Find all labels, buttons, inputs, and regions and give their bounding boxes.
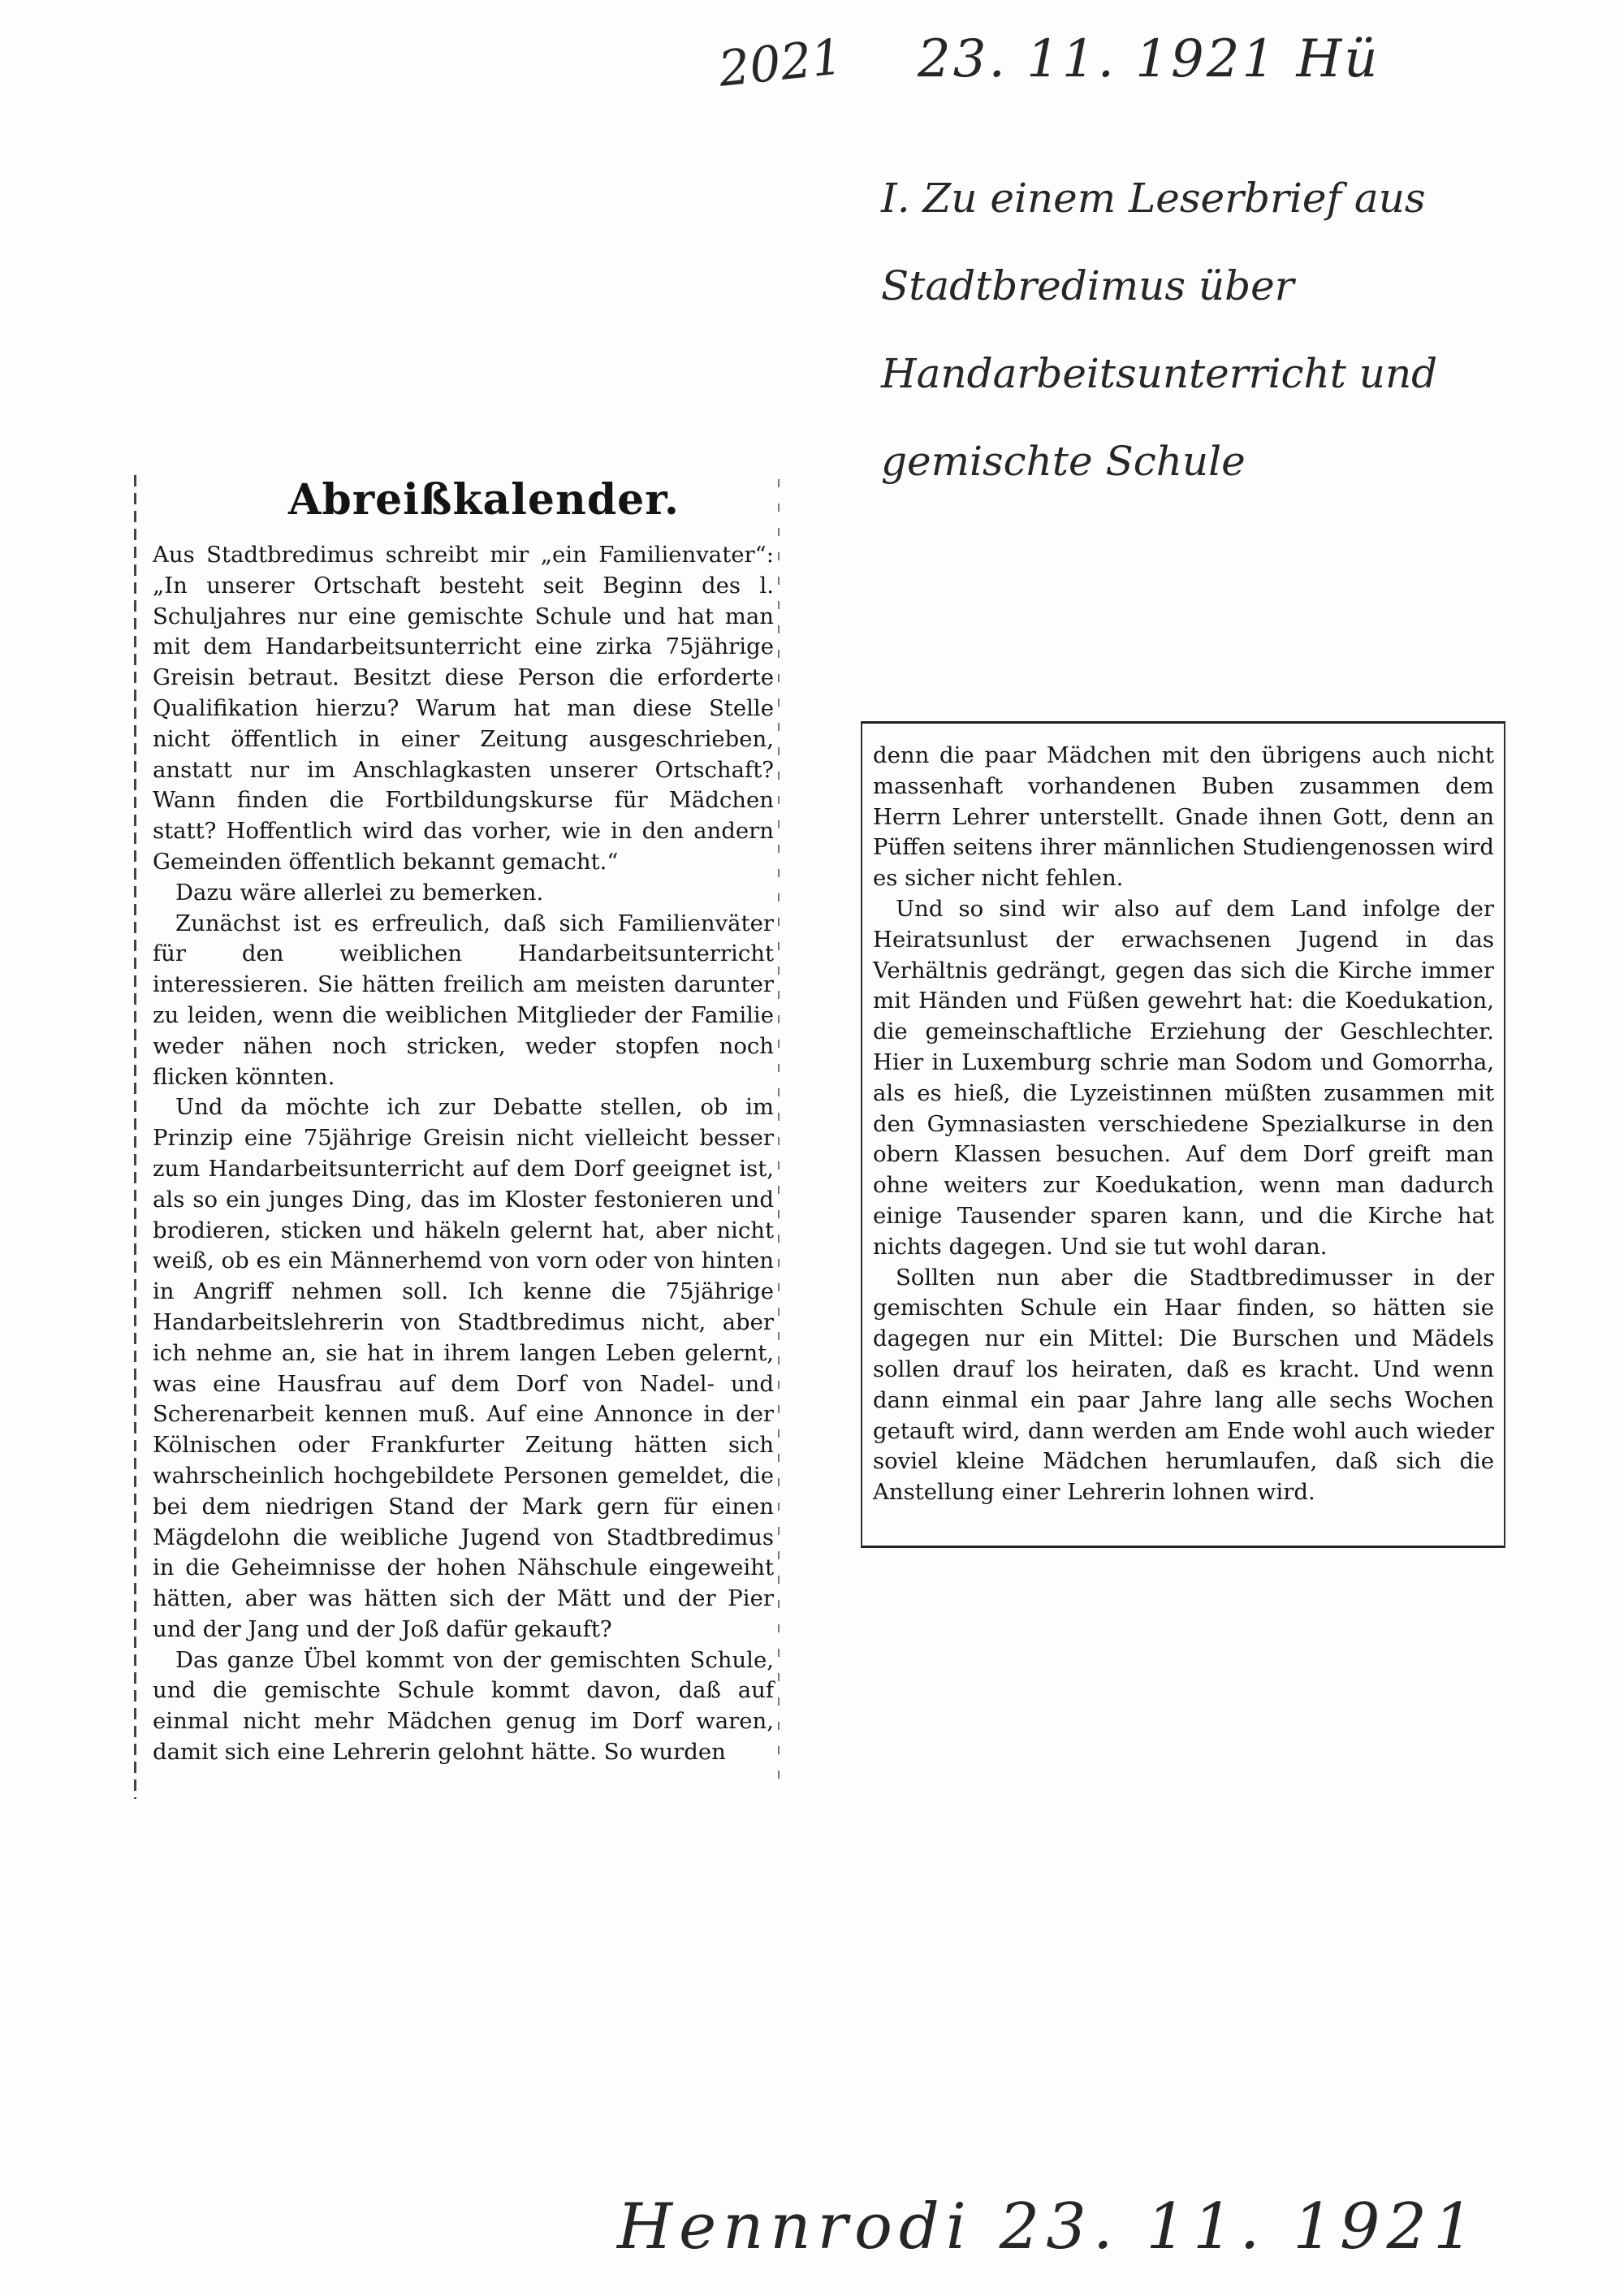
handwritten-date-top: 23. 11. 1921 Hü [918, 29, 1380, 89]
paragraph-left-3: Zunächst ist es erfreulich, daß sich Familienväter für den weiblichen Handarbeitsunterricht interessieren. Sie hätten freilich am meisten darunter zu leiden, wenn die weiblichen Mitglieder der Familie weder nähen noch stricken, weder stopfen noch flicken könnten. [153, 910, 774, 1090]
paragraph-left-5: Das ganze Übel kommt von der gemischten Schule, und die gemischte Schule kommt davon, daß auf einmal nicht mehr Mädchen genug im Dorf waren, damit sich eine Lehrerin gelohnt hätte. So wurden [153, 1646, 774, 1766]
paragraph-left-1: Aus Stadtbredimus schreibt mir „ein Familienvater“: „In unserer Ortschaft besteht seit Beginn des l. Schuljahres nur eine gemischte Schule und hat man mit dem Handarbeitsunterricht eine zirka 75jährige Greisin betraut. Besitzt diese Person die erforderte Qualifikation hierzu? Warum hat man diese Stelle nicht öffentlich in einer Zeitung ausgeschrieben, anstatt nur im Anschlagkasten unserer Ortschaft? Wann finden die Fortbildungskurse für Mädchen statt? Hoffentlich wird das vorher, wie in den andern Gemeinden öffentlich bekannt gemacht.“ [153, 542, 774, 875]
paragraph-right-1: denn die paar Mädchen mit den übrigens auch nicht massenhaft vorhandenen Buben zusammen dem Herrn Lehrer unterstellt. Gnade ihnen Gott, denn an Püffen seitens ihrer männlichen Studiengenossen wird es sicher nicht fehlen. [873, 742, 1494, 892]
left-column-rule [134, 475, 136, 1799]
right-column [873, 741, 1494, 1508]
paragraph-right-2: Und so sind wir also auf dem Land infolge der Heiratsunlust der erwachsenen Jugend in das Verhältnis gedrängt, gegen das sich die Kirche immer mit Händen und Füßen gewehrt hat: die Koedukation, die gemeinschaftliche Erziehung der Geschlechter. Hier in Luxemburg schrie man Sodom und Gomorrha, als es hieß, die Lyzeistinnen müßten zusammen mit den Gymnasiasten verschiedene Spezialkurse in den obern Klassen besuchen. Auf dem Dorf greift man ohne weiters zur Koedukation, wenn man dadurch einige Tausender sparen kann, und die Kirche hat nichts dagegen. Und sie tut wohl daran. [873, 895, 1494, 1260]
paragraph-right-3: Sollten nun aber die Stadtbredimusser in der gemischten Schule ein Haar finden, so hätten sie dagegen nur ein Mittel: Die Burschen und Mädels sollen drauf los heiraten, daß es kracht. Und wenn dann einmal ein paar Jahre lang alle sechs Wochen getauft wird, dann werden am Ende wohl auch wieder soviel kleine Mädchen herumlaufen, daß sich die Anstellung einer Lehrerin lohnen wird. [873, 1264, 1494, 1506]
left-column [153, 540, 774, 1768]
article-title: Abreißkalender. [288, 475, 680, 525]
paragraph-left-4: Und da möchte ich zur Debatte stellen, ob im Prinzip eine 75jährige Greisin nicht vielleicht besser zum Handarbeitsunterricht auf dem Dorf geeignet ist, als so ein junges Ding, das im Kloster festonieren und brodieren, sticken und häkeln gelernt hat, aber nicht weiß, ob es ein Männerhemd von vorn oder von hinten in Angriff nehmen soll. Ich kenne die 75jährige Handarbeitslehrerin von Stadtbredimus nicht, aber ich nehme an, sie hat in ihrem langen Leben gelernt, was eine Hausfrau auf dem Dorf von Nadel- und Scherenarbeit kennen muß. Auf eine Annonce in der Kölnischen oder Frankfurter Zeitung hätten sich wahrscheinlich hochgebildete Personen gemeldet, die bei dem niedrigen Stand der Mark gern für einen Mägdelohn die weibliche Jugend von Stadtbredimus in die Geheimnisse der hohen Nähschule eingeweiht hätten, aber was hätten sich der Mätt und der Pier und der Jang und der Joß dafür gekauft? [153, 1094, 774, 1642]
handwritten-note: I. Zu einem Leserbrief aus Stadtbredimus über Handarbeitsunterricht und gemischte Schule [881, 175, 1438, 485]
paragraph-left-2: Dazu wäre allerlei zu bemerken. [175, 879, 544, 906]
handwritten-archive-number: 2021 [715, 28, 845, 98]
left-column-rule-right [778, 479, 780, 1795]
handwritten-footer: Hennrodi 23. 11. 1921 [617, 2190, 1480, 2264]
